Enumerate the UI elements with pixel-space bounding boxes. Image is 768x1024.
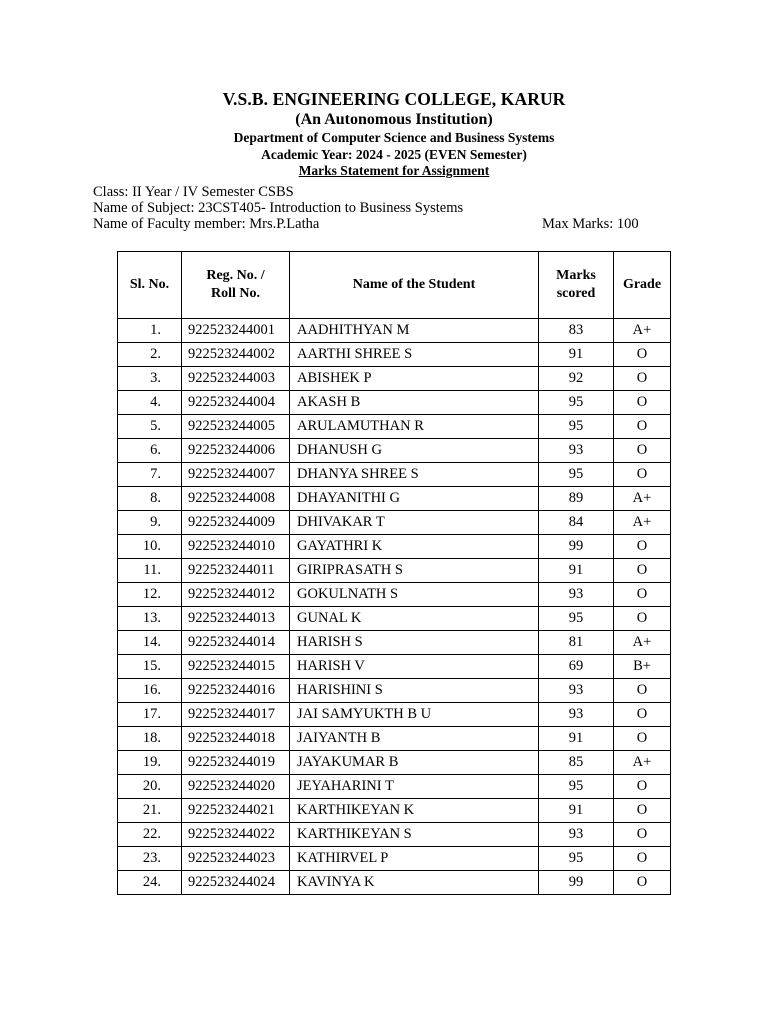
- statement-title: Marks Statement for Assignment: [298, 163, 490, 178]
- student-name-cell: DHAYANITHI G: [290, 487, 539, 511]
- reg-no-cell: 922523244024: [182, 871, 290, 895]
- marks-cell: 95: [539, 415, 614, 439]
- student-name-cell: GIRIPRASATH S: [290, 559, 539, 583]
- marks-cell: 93: [539, 823, 614, 847]
- grade-cell: A+: [614, 631, 671, 655]
- grade-cell: A+: [614, 487, 671, 511]
- academic-year: Academic Year: 2024 - 2025 (EVEN Semester): [261, 146, 527, 162]
- student-name-cell: KARTHIKEYAN S: [290, 823, 539, 847]
- table-row: [118, 343, 671, 367]
- grade-cell: A+: [614, 511, 671, 535]
- table-row: [118, 487, 671, 511]
- sl-no-cell: 13.: [118, 607, 182, 631]
- table-row: [118, 655, 671, 679]
- student-name-cell: AARTHI SHREE S: [290, 343, 539, 367]
- class-text: Class: II Year / IV Semester CSBS: [93, 184, 294, 200]
- student-name-cell: JEYAHARINI T: [290, 775, 539, 799]
- reg-no-cell: 922523244017: [182, 703, 290, 727]
- reg-no-cell: 922523244007: [182, 463, 290, 487]
- marks-cell: 85: [539, 751, 614, 775]
- table-row: [118, 511, 671, 535]
- student-name-cell: JAIYANTH B: [290, 727, 539, 751]
- grade-cell: A+: [614, 319, 671, 343]
- marks-cell: 91: [539, 799, 614, 823]
- marks-cell: 84: [539, 511, 614, 535]
- table-row: [118, 703, 671, 727]
- sl-no-cell: 12.: [118, 583, 182, 607]
- table-row: [118, 415, 671, 439]
- student-name-cell: HARISH S: [290, 631, 539, 655]
- student-name-cell: AKASH B: [290, 391, 539, 415]
- student-name-cell: GAYATHRI K: [290, 535, 539, 559]
- reg-no-cell: 922523244003: [182, 367, 290, 391]
- header-student-name-label: Name of the Student: [352, 277, 476, 292]
- grade-cell: O: [614, 679, 671, 703]
- department-name: Department of Computer Science and Business Systems: [233, 130, 555, 145]
- table-row: [118, 535, 671, 559]
- header-marks-line1: Marks: [556, 268, 596, 283]
- reg-no-cell: 922523244015: [182, 655, 290, 679]
- marks-cell: 93: [539, 439, 614, 463]
- marks-cell: 83: [539, 319, 614, 343]
- reg-no-cell: 922523244001: [182, 319, 290, 343]
- marks-cell: 99: [539, 535, 614, 559]
- reg-no-cell: 922523244011: [182, 559, 290, 583]
- faculty-text: Name of Faculty member: Mrs.P.Latha: [93, 216, 320, 232]
- grade-cell: O: [614, 823, 671, 847]
- student-name-cell: DHIVAKAR T: [290, 511, 539, 535]
- reg-no-cell: 922523244021: [182, 799, 290, 823]
- student-name-cell: JAYAKUMAR B: [290, 751, 539, 775]
- student-name-cell: AADHITHYAN M: [290, 319, 539, 343]
- header-student-name: [290, 252, 539, 319]
- faculty-line: [93, 216, 653, 232]
- sl-no-cell: 23.: [118, 847, 182, 871]
- institution-status: (An Autonomous Institution): [295, 111, 493, 128]
- grade-cell: O: [614, 727, 671, 751]
- header-sl-no-label: Sl. No.: [129, 277, 170, 292]
- reg-no-cell: 922523244014: [182, 631, 290, 655]
- grade-cell: O: [614, 775, 671, 799]
- table-header-row: [118, 252, 671, 319]
- table-row: [118, 559, 671, 583]
- document-header: [0, 88, 768, 180]
- header-grade: [614, 252, 671, 319]
- table-row: [118, 607, 671, 631]
- student-name-cell: HARISHINI S: [290, 679, 539, 703]
- max-marks: Max Marks: 100: [542, 216, 639, 232]
- reg-no-cell: 922523244002: [182, 343, 290, 367]
- table-row: [118, 751, 671, 775]
- grade-cell: B+: [614, 655, 671, 679]
- reg-no-cell: 922523244009: [182, 511, 290, 535]
- header-marks-line2: scored: [556, 286, 596, 301]
- sl-no-cell: 19.: [118, 751, 182, 775]
- reg-no-cell: 922523244019: [182, 751, 290, 775]
- reg-no-cell: 922523244022: [182, 823, 290, 847]
- marks-cell: 92: [539, 367, 614, 391]
- sl-no-cell: 18.: [118, 727, 182, 751]
- sl-no-cell: 21.: [118, 799, 182, 823]
- student-name-cell: KATHIRVEL P: [290, 847, 539, 871]
- table-row: [118, 463, 671, 487]
- sl-no-cell: 3.: [118, 367, 182, 391]
- student-name-cell: DHANYA SHREE S: [290, 463, 539, 487]
- reg-no-cell: 922523244016: [182, 679, 290, 703]
- grade-cell: O: [614, 463, 671, 487]
- student-name-cell: GOKULNATH S: [290, 583, 539, 607]
- sl-no-cell: 7.: [118, 463, 182, 487]
- header-sl-no: [118, 252, 182, 319]
- marks-cell: 89: [539, 487, 614, 511]
- sl-no-cell: 2.: [118, 343, 182, 367]
- sl-no-cell: 17.: [118, 703, 182, 727]
- grade-cell: O: [614, 871, 671, 895]
- sl-no-cell: 8.: [118, 487, 182, 511]
- sl-no-cell: 1.: [118, 319, 182, 343]
- marks-table: [117, 251, 671, 895]
- student-name-cell: GUNAL K: [290, 607, 539, 631]
- grade-cell: O: [614, 535, 671, 559]
- sl-no-cell: 4.: [118, 391, 182, 415]
- table-row: [118, 775, 671, 799]
- student-name-cell: DHANUSH G: [290, 439, 539, 463]
- reg-no-cell: 922523244004: [182, 391, 290, 415]
- marks-cell: 93: [539, 703, 614, 727]
- student-name-cell: JAI SAMYUKTH B U: [290, 703, 539, 727]
- table-row: [118, 391, 671, 415]
- subject-text: Name of Subject: 23CST405- Introduction to Business Systems: [93, 200, 464, 216]
- reg-no-cell: 922523244013: [182, 607, 290, 631]
- header-reg-no: [182, 252, 290, 319]
- marks-cell: 95: [539, 391, 614, 415]
- sl-no-cell: 14.: [118, 631, 182, 655]
- subject-line: [93, 200, 653, 216]
- marks-cell: 95: [539, 775, 614, 799]
- sl-no-cell: 22.: [118, 823, 182, 847]
- marks-cell: 81: [539, 631, 614, 655]
- sl-no-cell: 11.: [118, 559, 182, 583]
- marks-cell: 91: [539, 559, 614, 583]
- reg-no-cell: 922523244012: [182, 583, 290, 607]
- grade-cell: O: [614, 367, 671, 391]
- marks-cell: 99: [539, 871, 614, 895]
- reg-no-cell: 922523244020: [182, 775, 290, 799]
- marks-cell: 93: [539, 679, 614, 703]
- student-name-cell: ABISHEK P: [290, 367, 539, 391]
- table-row: [118, 847, 671, 871]
- student-name-cell: ARULAMUTHAN R: [290, 415, 539, 439]
- grade-cell: A+: [614, 751, 671, 775]
- table-row: [118, 823, 671, 847]
- marks-cell: 91: [539, 727, 614, 751]
- header-reg-no-line1: Reg. No. /: [206, 268, 265, 283]
- sl-no-cell: 24.: [118, 871, 182, 895]
- marks-cell: 91: [539, 343, 614, 367]
- student-name-cell: KAVINYA K: [290, 871, 539, 895]
- reg-no-cell: 922523244018: [182, 727, 290, 751]
- sl-no-cell: 16.: [118, 679, 182, 703]
- grade-cell: O: [614, 343, 671, 367]
- grade-cell: O: [614, 415, 671, 439]
- grade-cell: O: [614, 799, 671, 823]
- marks-cell: 95: [539, 607, 614, 631]
- grade-cell: O: [614, 559, 671, 583]
- grade-cell: O: [614, 703, 671, 727]
- header-reg-no-line2: Roll No.: [211, 286, 260, 301]
- grade-cell: O: [614, 391, 671, 415]
- table-row: [118, 871, 671, 895]
- sl-no-cell: 9.: [118, 511, 182, 535]
- table-row: [118, 631, 671, 655]
- marks-cell: 95: [539, 847, 614, 871]
- table-row: [118, 679, 671, 703]
- sl-no-cell: 10.: [118, 535, 182, 559]
- header-grade-label: Grade: [622, 277, 662, 292]
- sl-no-cell: 6.: [118, 439, 182, 463]
- student-name-cell: KARTHIKEYAN K: [290, 799, 539, 823]
- college-name: V.S.B. ENGINEERING COLLEGE, KARUR: [222, 89, 566, 109]
- marks-cell: 95: [539, 463, 614, 487]
- table-row: [118, 319, 671, 343]
- grade-cell: O: [614, 439, 671, 463]
- course-info: [93, 184, 653, 232]
- reg-no-cell: 922523244006: [182, 439, 290, 463]
- header-marks: [539, 252, 614, 319]
- reg-no-cell: 922523244005: [182, 415, 290, 439]
- sl-no-cell: 15.: [118, 655, 182, 679]
- student-name-cell: HARISH V: [290, 655, 539, 679]
- sl-no-cell: 5.: [118, 415, 182, 439]
- table-row: [118, 799, 671, 823]
- grade-cell: O: [614, 583, 671, 607]
- reg-no-cell: 922523244008: [182, 487, 290, 511]
- table-row: [118, 727, 671, 751]
- table-row: [118, 367, 671, 391]
- grade-cell: O: [614, 847, 671, 871]
- table-row: [118, 583, 671, 607]
- marks-cell: 93: [539, 583, 614, 607]
- class-line: [93, 184, 653, 200]
- grade-cell: O: [614, 607, 671, 631]
- table-row: [118, 439, 671, 463]
- reg-no-cell: 922523244023: [182, 847, 290, 871]
- marks-cell: 69: [539, 655, 614, 679]
- sl-no-cell: 20.: [118, 775, 182, 799]
- reg-no-cell: 922523244010: [182, 535, 290, 559]
